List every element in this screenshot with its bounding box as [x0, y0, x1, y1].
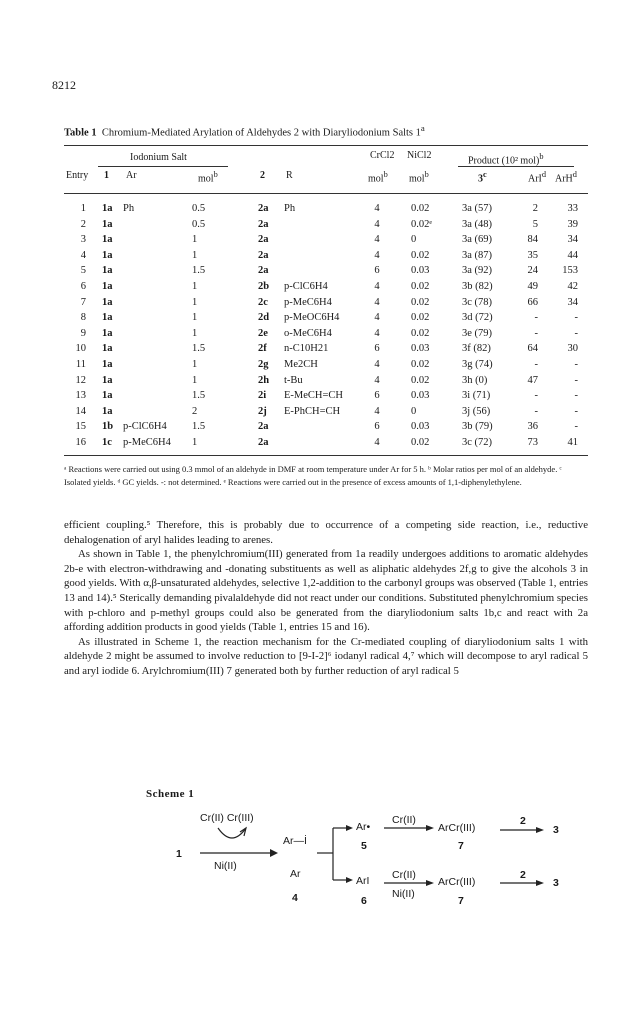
- header-product: Product (10² mol)$^b$: [468, 152, 544, 167]
- cell-r: Me2CH: [284, 359, 318, 370]
- branch-bottom-head: [346, 877, 353, 883]
- scheme-ni-label: Ni(II): [214, 860, 237, 872]
- cell-mol: 1: [192, 312, 198, 324]
- cell-cr: 6: [374, 343, 380, 355]
- cell-ard: -: [534, 312, 538, 324]
- cell-arh: 39: [567, 218, 578, 230]
- cell-ard: 47: [527, 374, 538, 386]
- cell-ni: 0: [411, 234, 417, 246]
- cell-ald: 2a: [258, 218, 269, 230]
- arrow-to-arcr-bottom-head: [426, 880, 434, 886]
- cell-cr: 4: [374, 327, 380, 339]
- cell-arh: -: [574, 359, 578, 370]
- cell-mol: 1: [192, 374, 198, 386]
- header-arh: ArH$^d$: [555, 170, 577, 185]
- cell-entry: 8: [80, 312, 86, 324]
- cell-arh: -: [574, 390, 578, 402]
- cell-arh: -: [574, 374, 578, 386]
- cell-ald: 2h: [258, 374, 270, 386]
- caption-label: Table 1: [64, 127, 97, 139]
- scheme-compound-6: 6: [361, 895, 367, 907]
- cell-mol: 1: [192, 327, 198, 339]
- paragraph-2: As shown in Table 1, the phenylchromium(III) generated from 1a readily undergoes additions to aromatic aldehydes 2b-e with electron-withdrawing and -donating substituents as well as aliphatic aldehydes 2f,g to give the alcohols 3 in good yields. With α,β-unsaturated aldehydes, selective 1,2-addition to the carbonyl groups was observed (Table 1, entries 13 and 14).⁵ Sterically demanding pivalaldehyde did not react under our conditions. Substituted phenylchromium species with p-chloro and p-methyl groups could also be generated from the diaryliodonium salts 1b,c and react with 2a affording addition products in good yields (Table 1, entries 15 and 16).: [64, 548, 588, 634]
- cell-ard: 24: [527, 265, 538, 277]
- cell-cr: 6: [374, 265, 380, 277]
- table-footnote: ᵃ Reactions were carried out using 0.3 mmol of an aldehyde in DMF at room temperature under Ar for 5 h. ᵇ Molar ratios per mol of an aldehyde. ᶜ Isolated yields. ᵈ GC yields. -: not determined. ᵉ Reactions were carried out in the presence of excess amounts of 1,1-diphenylethylene.: [64, 464, 562, 487]
- scheme-cr2-top: Cr(II): [392, 814, 416, 826]
- cell-ni: 0.02: [411, 374, 430, 386]
- cell-mol: 0.5: [192, 218, 206, 230]
- scheme-cr2-mid: Cr(II): [392, 869, 416, 881]
- cell-salt: 1a: [102, 281, 113, 292]
- scheme-compound-5: 5: [361, 840, 367, 852]
- cell-salt: 1c: [102, 437, 112, 448]
- cell-arh: 34: [567, 296, 578, 308]
- header-entry: Entry: [66, 170, 89, 181]
- cell-prod: 3a (57): [462, 203, 493, 214]
- cell-prod: 3e (79): [462, 327, 493, 339]
- cell-salt: 1a: [102, 343, 113, 355]
- cell-ni: 0.02: [411, 296, 430, 308]
- cell-ni: 0.02: [411, 281, 430, 292]
- cell-salt: 1a: [102, 218, 113, 230]
- cell-ard: 49: [527, 281, 538, 292]
- cell-entry: 11: [75, 359, 86, 370]
- cell-cr: 4: [374, 234, 380, 246]
- cell-entry: 9: [80, 327, 86, 339]
- scheme-iodanyl-top: Ar—İ: [283, 835, 307, 847]
- cell-entry: 5: [80, 265, 86, 277]
- header-nicl2: NiCl2: [407, 150, 432, 161]
- cell-prod: 3g (74): [462, 359, 493, 370]
- scheme-reagent-2b: 2: [520, 869, 526, 881]
- cell-ald: 2c: [258, 296, 268, 308]
- paragraph-1: efficient coupling.⁵ Therefore, this is probably due to occurrence of a competing side reaction, i.e., reductive dehalogenation of aryl halides leading to arenes.: [64, 519, 588, 546]
- cell-ard: 35: [527, 249, 538, 261]
- cell-salt: 1a: [102, 390, 113, 402]
- header-ari: ArI$^d$: [528, 170, 547, 185]
- cell-ald: 2a: [258, 421, 269, 433]
- cell-ard: -: [534, 390, 538, 402]
- cell-mol: 1: [192, 437, 198, 448]
- cell-mol: 1.5: [192, 390, 206, 402]
- cell-mol: 1: [192, 234, 198, 246]
- cell-ald: 2a: [258, 203, 269, 214]
- caption-text: Chromium-Mediated Arylation of Aldehydes 2 with Diaryliodonium Salts 1: [101, 127, 421, 139]
- cell-mol: 1: [192, 359, 198, 370]
- cell-cr: 6: [374, 390, 380, 402]
- header-col-3: 3$^c$: [478, 170, 487, 185]
- cell-ard: 84: [527, 234, 538, 246]
- cell-mol: 2: [192, 405, 198, 417]
- cell-ar: p-MeC6H4: [123, 437, 171, 448]
- cell-ald: 2a: [258, 265, 269, 277]
- header-col-2: 2: [260, 170, 265, 181]
- cell-prod: 3c (78): [462, 296, 493, 308]
- cell-entry: 7: [80, 296, 86, 308]
- cell-entry: 16: [75, 437, 86, 448]
- cell-arh: 41: [567, 437, 578, 448]
- cell-cr: 4: [374, 218, 380, 230]
- cell-arh: 42: [567, 281, 578, 292]
- header-col-1: 1: [104, 170, 109, 181]
- cell-entry: 12: [75, 374, 86, 386]
- scheme-arcr-bottom: ArCr(III): [438, 876, 476, 888]
- cell-arh: 30: [567, 343, 578, 355]
- cell-ni: 0.03: [411, 265, 430, 277]
- cell-r: p-ClC6H4: [284, 281, 328, 292]
- arrow-to-product-bottom-head: [536, 880, 544, 886]
- cell-prod: 3h (0): [462, 374, 488, 386]
- cell-r: Ph: [284, 203, 296, 214]
- header-mol: mol$^b$: [198, 170, 218, 185]
- cell-ard: 36: [527, 421, 538, 433]
- cell-salt: 1a: [102, 234, 113, 246]
- cell-ni: 0.02ᵉ: [411, 218, 433, 230]
- cell-cr: 4: [374, 437, 380, 448]
- cell-mol: 1: [192, 249, 198, 261]
- cell-ald: 2a: [258, 234, 269, 246]
- cell-mol: 1.5: [192, 421, 206, 433]
- caption-sup: a: [420, 123, 425, 133]
- cell-ard: -: [534, 327, 538, 339]
- arrow-to-product-top-head: [536, 827, 544, 833]
- cell-prod: 3j (56): [462, 405, 491, 417]
- cell-ard: 2: [532, 203, 538, 214]
- cell-ald: 2g: [258, 359, 269, 370]
- cell-cr: 4: [374, 281, 380, 292]
- header-iodonium-salt: Iodonium Salt: [130, 152, 187, 163]
- cell-r: p-MeOC6H4: [284, 312, 340, 324]
- cell-entry: 1: [80, 203, 86, 214]
- cell-prod: 3f (82): [462, 343, 491, 355]
- cell-ni: 0.02: [411, 249, 430, 261]
- cell-cr: 4: [374, 312, 380, 324]
- cell-mol: 0.5: [192, 203, 206, 214]
- cell-mol: 1.5: [192, 265, 206, 277]
- cell-arh: -: [574, 327, 578, 339]
- cell-prod: 3a (87): [462, 249, 493, 261]
- cell-arh: 44: [567, 249, 578, 261]
- cell-ald: 2d: [258, 312, 270, 324]
- cell-entry: 4: [80, 249, 86, 261]
- cell-salt: 1a: [102, 359, 113, 370]
- scheme-compound-7b: 7: [458, 895, 464, 907]
- scheme-product-3a: 3: [553, 824, 559, 836]
- scheme-arcr-top: ArCr(III): [438, 822, 476, 834]
- cell-prod: 3a (92): [462, 265, 493, 277]
- cell-ard: 66: [527, 296, 538, 308]
- cell-salt: 1a: [102, 265, 113, 277]
- cell-ar: p-ClC6H4: [123, 421, 167, 433]
- scheme-ni2-mid: Ni(II): [392, 888, 415, 900]
- cell-ni: 0.02: [411, 437, 430, 448]
- scheme-cr-pair: Cr(II) Cr(III): [200, 812, 254, 824]
- cell-entry: 2: [80, 218, 86, 230]
- scheme-compound-4: 4: [292, 892, 298, 904]
- cell-entry: 6: [80, 281, 86, 292]
- cell-salt: 1a: [102, 203, 113, 214]
- cell-salt: 1a: [102, 327, 113, 339]
- cell-ard: 73: [527, 437, 538, 448]
- cell-ard: 5: [532, 218, 538, 230]
- cell-ald: 2a: [258, 249, 269, 261]
- scheme-title: Scheme 1: [146, 788, 195, 800]
- cell-cr: 4: [374, 203, 380, 214]
- cell-prod: 3a (48): [462, 218, 493, 230]
- cell-ni: 0.02: [411, 327, 430, 339]
- cell-entry: 14: [75, 405, 86, 417]
- cell-r: o-MeC6H4: [284, 327, 332, 339]
- cell-ni: 0.03: [411, 421, 430, 433]
- cell-salt: 1a: [102, 405, 113, 417]
- cell-salt: 1a: [102, 249, 113, 261]
- cell-ni: 0.02: [411, 312, 430, 324]
- cell-ni: 0.02: [411, 359, 430, 370]
- cell-mol: 1.5: [192, 343, 206, 355]
- header-crcl2: CrCl2: [370, 150, 395, 161]
- page-number: 8212: [52, 78, 76, 92]
- cell-cr: 6: [374, 421, 380, 433]
- cell-ni: 0.03: [411, 390, 430, 402]
- cell-ald: 2b: [258, 281, 270, 292]
- cell-prod: 3c (72): [462, 437, 493, 448]
- cell-r: E-MeCH=CH: [284, 390, 344, 402]
- cell-prod: 3b (79): [462, 421, 493, 433]
- cell-ald: 2a: [258, 437, 269, 448]
- cell-salt: 1a: [102, 312, 113, 324]
- arrow-to-arcr-top-head: [426, 825, 434, 831]
- cell-entry: 10: [75, 343, 86, 355]
- cell-salt: 1a: [102, 374, 113, 386]
- cell-entry: 3: [80, 234, 86, 246]
- cell-ard: -: [534, 405, 538, 417]
- cell-ar: Ph: [123, 203, 135, 214]
- cell-arh: -: [574, 421, 578, 433]
- scheme-product-3b: 3: [553, 877, 559, 889]
- cell-ald: 2f: [258, 343, 267, 355]
- cell-prod: 3i (71): [462, 390, 491, 402]
- cell-ald: 2e: [258, 327, 268, 339]
- header-nicl2-mol: mol$^b$: [409, 170, 429, 185]
- header-ar: Ar: [126, 170, 137, 181]
- cell-prod: 3a (69): [462, 234, 493, 246]
- branch-top-head: [346, 825, 353, 831]
- scheme-iodanyl-bottom: Ar: [290, 868, 301, 880]
- cell-cr: 4: [374, 374, 380, 386]
- cell-ard: -: [534, 359, 538, 370]
- cell-cr: 4: [374, 249, 380, 261]
- cell-arh: 34: [567, 234, 578, 246]
- cell-ald: 2j: [258, 405, 267, 417]
- cell-arh: 153: [562, 265, 578, 277]
- cell-r: E-PhCH=CH: [284, 405, 341, 417]
- paragraph-3: As illustrated in Scheme 1, the reaction mechanism for the Cr-mediated coupling of diaryliodonium salts 1 with aldehyde 2 might be assumed to involve reduction to [9-I-2]⁶ iodanyl radical 4,⁷ which will decompose to aryl radical 5 and aryl iodide 6. Arylchromium(III) 7 generated both by further reduction of aryl radical 5: [64, 635, 588, 677]
- scheme-reagent-2a: 2: [520, 815, 526, 827]
- cell-arh: 33: [567, 203, 578, 214]
- scheme-ar-radical: Ar•: [356, 821, 371, 833]
- cell-entry: 13: [75, 390, 86, 402]
- curved-arrow: [218, 828, 246, 838]
- cell-ni: 0: [411, 405, 417, 417]
- reaction-arrow-head: [270, 849, 278, 857]
- scheme-compound-1: 1: [176, 848, 182, 860]
- cell-mol: 1: [192, 296, 198, 308]
- cell-cr: 4: [374, 359, 380, 370]
- cell-ald: 2i: [258, 390, 267, 402]
- cell-ard: 64: [527, 343, 538, 355]
- cell-r: n-C10H21: [284, 343, 329, 355]
- cell-mol: 1: [192, 281, 198, 292]
- cell-arh: -: [574, 405, 578, 417]
- scheme-compound-7a: 7: [458, 840, 464, 852]
- cell-salt: 1a: [102, 296, 113, 308]
- cell-prod: 3d (72): [462, 312, 493, 324]
- cell-r: t-Bu: [284, 374, 303, 386]
- scheme-ari: ArI: [356, 875, 370, 887]
- cell-ni: 0.03: [411, 343, 430, 355]
- cell-cr: 4: [374, 296, 380, 308]
- cell-entry: 15: [75, 421, 86, 433]
- cell-cr: 4: [374, 405, 380, 417]
- header-r: R: [286, 170, 293, 181]
- cell-salt: 1b: [102, 421, 114, 433]
- cell-ni: 0.02: [411, 203, 430, 214]
- cell-prod: 3b (82): [462, 281, 493, 292]
- cell-arh: -: [574, 312, 578, 324]
- header-crcl2-mol: mol$^b$: [368, 170, 388, 185]
- cell-r: p-MeC6H4: [284, 296, 332, 308]
